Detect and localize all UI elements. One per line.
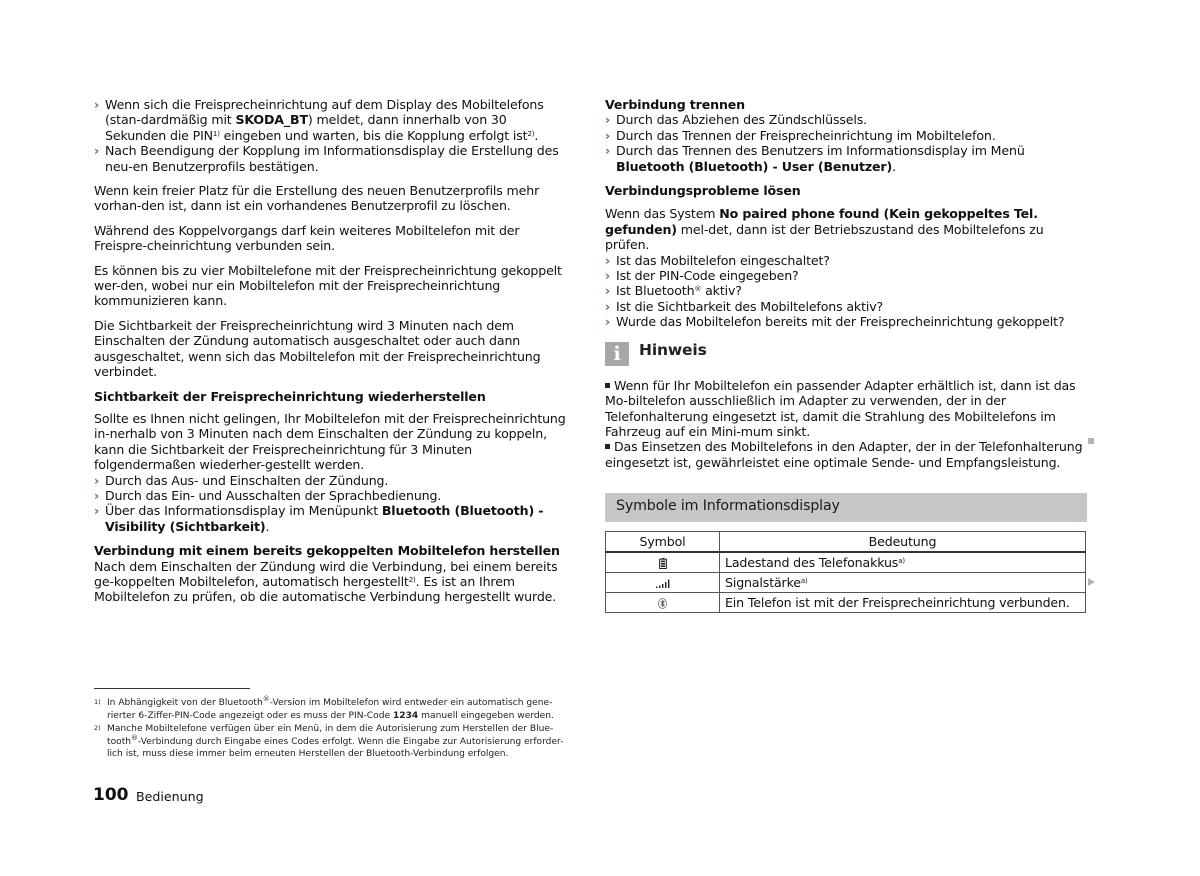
arrow-icon: › [94, 503, 100, 519]
subheading: Verbindung trennen [605, 97, 745, 112]
subheading: Verbindung mit einem bereits gekoppelten Mobiltelefon herstellen [94, 543, 560, 559]
arrow-icon: › [605, 268, 611, 284]
section-title: Symbole im Informationsdisplay [616, 498, 840, 515]
table-row [606, 552, 1086, 573]
arrow-icon: › [605, 314, 611, 330]
note-header [605, 342, 1087, 366]
right-column [605, 97, 1087, 613]
info-icon: i [605, 342, 629, 366]
list-item: › Durch das Trennen des Benutzers im Informationsdisplay im Menü Bluetooth (Bluetooth) - User (Benutzer). [605, 143, 1025, 174]
continue-arrow-icon [1088, 578, 1095, 586]
footnote-rule [94, 688, 250, 689]
table-row [606, 573, 1086, 593]
list-item: › Wurde das Mobiltelefon bereits mit der Freisprecheinrichtung gekoppelt? [605, 314, 1065, 330]
square-bullet-icon [605, 444, 610, 449]
arrow-icon: › [605, 112, 611, 128]
column-header-symbol: Symbol [606, 532, 720, 553]
paragraph: Wenn das System No paired phone found (Kein gekoppeltes Tel. gefunden) mel-det, dann ist der Betriebszustand des Mobiltelefons zu prüfen. [605, 206, 1044, 253]
arrow-icon: › [94, 143, 100, 159]
paragraph: Nach dem Einschalten der Zündung wird die Verbindung, bei einem bereits ge-koppelten Mobiltelefon, automatisch hergestellt$^{2)}$. Es ist an Ihrem Mobiltelefon zu prüfen, ob die automatische Verbindung hergestellt wurde. [94, 558, 558, 605]
section-name: Bedienung [136, 789, 204, 804]
footnote: 1) In Abhängigkeit von der Bluetooth®-Version im Mobiltelefon wird entweder ein automatisch gene-rierter 6-Ziffer-PIN-Code angezeigt oder es muss der PIN-Code 1234 manuell eingegeben werden. [94, 695, 554, 721]
page-number: 100 [93, 785, 129, 805]
list-item: › Über das Informationsdisplay im Menüpunkt Bluetooth (Bluetooth) - Visibility (Sichtbarkeit). [94, 503, 544, 534]
list-item: › Durch das Aus- und Einschalten der Zündung. [94, 472, 389, 488]
footnote: 2) Manche Mobiltelefone verfügen über ein Menü, in dem die Autorisierung zum Herstellen der Blue-tooth®-Verbindung durch Eingabe eines Codes erfolgt. Wenn die Eingabe zur Autorisierung erforder-lich ist, muss diese immer beim erneuten Herstellen der Bluetooth-Verbindung erfolgen. [94, 724, 564, 759]
paragraph: Während des Koppelvorgangs darf kein weiteres Mobiltelefon mit der Freispre-cheinrichtung verbunden sein. [94, 222, 520, 254]
symbol-cell [606, 552, 720, 573]
symbol-table [605, 531, 1086, 613]
arrow-icon: › [94, 97, 100, 112]
battery-icon [659, 558, 667, 569]
note-title: Hinweis [639, 340, 707, 359]
arrow-icon: › [94, 487, 100, 503]
table-header-row [606, 532, 1086, 553]
list-item: › Durch das Ein- und Ausschalten der Sprachbedienung. [94, 487, 442, 503]
paragraph: Die Sichtbarkeit der Freisprecheinrichtung wird 3 Minuten nach dem Einschalten der Zündung automatisch ausgeschaltet oder auch dann ausgeschaltet, wenn sich das Mobiltelefon mit der Freisprecheinrichtung verbindet. [94, 317, 541, 380]
list-item: › Durch das Trennen der Freisprecheinrichtung im Mobiltelefon. [605, 127, 996, 143]
left-column [94, 97, 570, 614]
paragraph: Es können bis zu vier Mobiltelefone mit der Freisprecheinrichtung gekoppelt wer-den, wobei nur ein Mobiltelefon mit der Freisprecheinrichtung kommunizieren kann. [94, 262, 562, 309]
table-row [606, 593, 1086, 613]
arrow-icon: › [605, 283, 611, 299]
square-bullet-icon [605, 383, 610, 388]
meaning-cell: Signalstärke$^{a)}$ [720, 573, 1086, 593]
signal-strength-icon [656, 579, 670, 588]
end-marker [1088, 438, 1094, 444]
paragraph: Sollte es Ihnen nicht gelingen, Ihr Mobiltelefon mit der Freisprecheinrichtung in-nerhalb von 3 Minuten nach dem Einschalten der Zündung zu koppeln, kann die Sichtbarkeit der Freisprecheinrichtung für 3 Minuten folgendermaßen wiederher-gestellt werden. [94, 410, 566, 473]
list-item: › Nach Beendigung der Kopplung im Informationsdisplay die Erstellung des neu-en Benutzerprofils bestätigen. [94, 143, 559, 174]
list-item: › Ist Bluetooth® aktiv? [605, 283, 742, 299]
column-header-meaning: Bedeutung [720, 532, 1086, 553]
arrow-icon: › [605, 143, 611, 159]
subheading: Sichtbarkeit der Freisprecheinrichtung wiederherstellen [94, 388, 486, 404]
section-banner [605, 493, 1087, 522]
arrow-icon: › [605, 127, 611, 143]
list-item: › Ist die Sichtbarkeit des Mobiltelefons aktiv? [605, 298, 884, 314]
note-item: Wenn für Ihr Mobiltelefon ein passender Adapter erhältlich ist, dann ist das Mo-biltelefon ausschließlich im Adapter zu verwenden, der in der Telefonhalterung eingesetzt ist, damit die Strahlung des Mobiltelefons im Fahrzeug auf ein Mini-mum sinkt. [605, 377, 1076, 439]
arrow-icon: › [605, 252, 611, 268]
meaning-cell: Ladestand des Telefonakkus$^{a)}$ [720, 552, 1086, 573]
arrow-icon: › [94, 472, 100, 488]
symbol-cell [606, 573, 720, 593]
meaning-cell: Ein Telefon ist mit der Freisprecheinrichtung verbunden. [720, 593, 1086, 613]
symbol-cell [606, 593, 720, 613]
bluetooth-icon [658, 598, 667, 609]
note-item: Das Einsetzen des Mobiltelefons in den Adapter, der in der Telefonhalterung eingesetzt ist, gewährleistet eine optimale Sende- und Empfangsleistung. [605, 439, 1083, 470]
list-item: › Durch das Abziehen des Zündschlüssels. [605, 112, 868, 128]
subheading: Verbindungsprobleme lösen [605, 183, 801, 199]
list-item: › Wenn sich die Freisprecheinrichtung auf dem Display des Mobiltelefons (stan-dardmäßig mit SKODA_BT) meldet, dann innerhalb von 30 Sekunden die PIN$^{1)}$ eingeben und warten, bis die Kopplung erfolgt ist$^{2)}$. [94, 97, 544, 143]
list-item: › Ist das Mobiltelefon eingeschaltet? [605, 252, 830, 268]
arrow-icon: › [605, 298, 611, 314]
list-item: › Ist der PIN-Code eingegeben? [605, 268, 799, 284]
paragraph: Wenn kein freier Platz für die Erstellung des neuen Benutzerprofils mehr vorhan-den ist, dann ist ein vorhandenes Benutzerprofil zu löschen. [94, 183, 540, 214]
